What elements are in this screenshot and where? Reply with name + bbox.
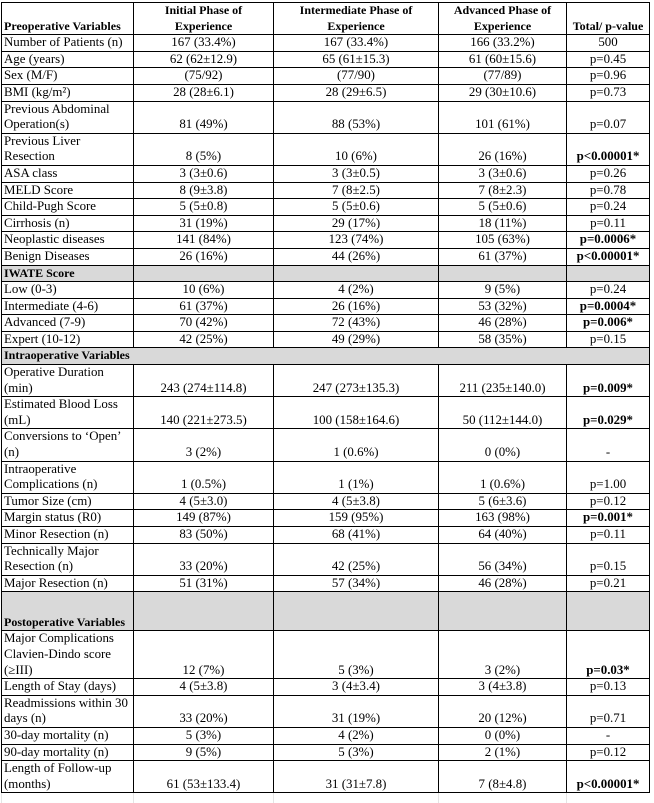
intermediate-phase-value: 31 (19%) [274, 695, 439, 727]
initial-phase-value: 3 (2%) [134, 429, 274, 461]
table-row [2, 761, 650, 793]
row-label: Major Resection (n) [2, 575, 134, 592]
p-value: 500 [567, 35, 650, 52]
intermediate-phase-value: 57 (34%) [274, 575, 439, 592]
advanced-phase-value: 0 (0%) [439, 429, 567, 461]
intermediate-phase-value: 5 (3%) [274, 631, 439, 679]
advanced-phase-value: 0 (0%) [439, 727, 567, 744]
table-row [2, 397, 650, 429]
row-label: Length of Stay (days) [2, 679, 134, 696]
p-value-significant: p<0.00001* [567, 761, 650, 793]
advanced-phase-value: 58 (35%) [439, 331, 567, 348]
row-label: Expert (10-12) [2, 331, 134, 348]
table-row [2, 248, 650, 265]
row-label: Operative Duration (min) [2, 365, 134, 397]
p-value: p=0.73 [567, 84, 650, 101]
p-value-significant: p<0.00001* [567, 248, 650, 265]
advanced-phase-value: 2 (1%) [439, 744, 567, 761]
table-row [2, 133, 650, 165]
initial-phase-value: 8 (9±3.8) [134, 182, 274, 199]
p-value-significant: p=0.029* [567, 397, 650, 429]
initial-phase-value: 9 (5%) [134, 744, 274, 761]
section-empty-cell-advanced [439, 592, 567, 631]
row-label: Child-Pugh Score [2, 199, 134, 216]
row-label: MELD Score [2, 182, 134, 199]
initial-phase-value: 31 (19%) [134, 215, 274, 232]
table-row [2, 101, 650, 133]
intermediate-phase-value: 167 (33.4%) [274, 35, 439, 52]
advanced-phase-value: 53 (32%) [439, 298, 567, 315]
intermediate-phase-value: 3 (4±3.4) [274, 679, 439, 696]
row-label: Estimated Blood Loss (mL) [2, 397, 134, 429]
intermediate-phase-value: 29 (17%) [274, 215, 439, 232]
row-label: Benign Diseases [2, 248, 134, 265]
initial-phase-value: 4 (5±3.0) [134, 493, 274, 510]
initial-phase-value: 12 (7%) [134, 631, 274, 679]
section-iwate-score [2, 265, 650, 282]
p-value: - [567, 429, 650, 461]
table-row [2, 51, 650, 68]
advanced-phase-value: (77/89) [439, 68, 567, 85]
row-label: 30-day mortality (n) [2, 727, 134, 744]
table-row [2, 429, 650, 461]
row-label: Conversions to ‘Open’ (n) [2, 429, 134, 461]
row-label: Major Complications Clavien-Dindo score (≥III) [2, 631, 134, 679]
p-value-significant: p<0.00001* [567, 133, 650, 165]
section-empty-cell-initial [134, 592, 274, 631]
table-row [2, 695, 650, 727]
intermediate-phase-value: 44 (26%) [274, 248, 439, 265]
p-value: p=0.45 [567, 51, 650, 68]
row-label: Technically Major Resection (n) [2, 543, 134, 575]
advanced-phase-value: 50 (112±144.0) [439, 397, 567, 429]
table-row [2, 727, 650, 744]
section-header-label: Intraoperative Variables [2, 348, 650, 365]
intermediate-phase-value: 65 (61±15.3) [274, 51, 439, 68]
initial-phase-value: 28 (28±6.1) [134, 84, 274, 101]
row-label: Intermediate (4-6) [2, 298, 134, 315]
table-row [2, 232, 650, 249]
section-empty-cell-initial [134, 265, 274, 282]
header-row [2, 3, 650, 35]
section-empty-cell-p-value [567, 265, 650, 282]
section-header-label: Postoperative Variables [2, 592, 134, 631]
p-value: p=0.11 [567, 215, 650, 232]
intermediate-phase-value: 49 (29%) [274, 331, 439, 348]
table-row [2, 744, 650, 761]
advanced-phase-value: 18 (11%) [439, 215, 567, 232]
row-label: Number of Patients (n) [2, 35, 134, 52]
column-header-initial-phase: Initial Phase of Experience [134, 3, 274, 35]
p-value: p=0.13 [567, 679, 650, 696]
intermediate-phase-value: 88 (53%) [274, 101, 439, 133]
intermediate-phase-value: 31 (31±7.8) [274, 761, 439, 793]
intermediate-phase-value: 247 (273±135.3) [274, 365, 439, 397]
p-value-significant: p=0.0004* [567, 298, 650, 315]
column-header-total-p-value: Total/ p-value [567, 3, 650, 35]
table-row [2, 461, 650, 493]
p-value: p=0.78 [567, 182, 650, 199]
initial-phase-value: 1 (0.5%) [134, 461, 274, 493]
p-value-significant: p=0.03* [567, 631, 650, 679]
advanced-phase-value: 101 (61%) [439, 101, 567, 133]
initial-phase-value: 42 (25%) [134, 331, 274, 348]
column-header-intermediate-phase: Intermediate Phase of Experience [274, 3, 439, 35]
advanced-phase-value: 61 (60±15.6) [439, 51, 567, 68]
initial-phase-value: 51 (31%) [134, 575, 274, 592]
column-header-advanced-phase: Advanced Phase of Experience [439, 3, 567, 35]
advanced-phase-value: 9 (5%) [439, 282, 567, 299]
row-label: Advanced (7-9) [2, 315, 134, 332]
table-body [2, 35, 650, 793]
advanced-phase-value: 26 (16%) [439, 133, 567, 165]
intermediate-phase-value: 1 (0.6%) [274, 429, 439, 461]
intermediate-phase-value: 42 (25%) [274, 543, 439, 575]
advanced-phase-value: 5 (5±0.6) [439, 199, 567, 216]
initial-phase-value: 243 (274±114.8) [134, 365, 274, 397]
table-row [2, 331, 650, 348]
table-row [2, 527, 650, 544]
row-label: Length of Follow-up (months) [2, 761, 134, 793]
advanced-phase-value: 105 (63%) [439, 232, 567, 249]
initial-phase-value: 81 (49%) [134, 101, 274, 133]
advanced-phase-value: 7 (8±2.3) [439, 182, 567, 199]
p-value: p=0.15 [567, 331, 650, 348]
initial-phase-value: 70 (42%) [134, 315, 274, 332]
p-value: p=0.24 [567, 282, 650, 299]
row-label: Previous Abdominal Operation(s) [2, 101, 134, 133]
table-row [2, 679, 650, 696]
row-label: Minor Resection (n) [2, 527, 134, 544]
row-label: Readmissions within 30 days (n) [2, 695, 134, 727]
initial-phase-value: 61 (53±133.4) [134, 761, 274, 793]
advanced-phase-value: 64 (40%) [439, 527, 567, 544]
intermediate-phase-value: 159 (95%) [274, 510, 439, 527]
initial-phase-value: 8 (5%) [134, 133, 274, 165]
intermediate-phase-value: 68 (41%) [274, 527, 439, 544]
advanced-phase-value: 163 (98%) [439, 510, 567, 527]
intermediate-phase-value: 4 (2%) [274, 727, 439, 744]
sheet-gridlines [1, 793, 649, 803]
intermediate-phase-value: 123 (74%) [274, 232, 439, 249]
row-label: Low (0-3) [2, 282, 134, 299]
p-value: - [567, 727, 650, 744]
row-label: Neoplastic diseases [2, 232, 134, 249]
initial-phase-value: 140 (221±273.5) [134, 397, 274, 429]
intermediate-phase-value: 72 (43%) [274, 315, 439, 332]
advanced-phase-value: 20 (12%) [439, 695, 567, 727]
outcomes-table [1, 2, 650, 793]
section-header-label: IWATE Score [2, 265, 134, 282]
row-label: BMI (kg/m²) [2, 84, 134, 101]
p-value-significant: p=0.006* [567, 315, 650, 332]
row-label: ASA class [2, 165, 134, 182]
initial-phase-value: 62 (62±12.9) [134, 51, 274, 68]
column-header-variables: Preoperative Variables [2, 3, 134, 35]
intermediate-phase-value: 26 (16%) [274, 298, 439, 315]
row-label: Age (years) [2, 51, 134, 68]
initial-phase-value: 4 (5±3.8) [134, 679, 274, 696]
p-value: p=0.96 [567, 68, 650, 85]
initial-phase-value: 5 (3%) [134, 727, 274, 744]
intermediate-phase-value: 4 (5±3.8) [274, 493, 439, 510]
row-label: Sex (M/F) [2, 68, 134, 85]
initial-phase-value: 26 (16%) [134, 248, 274, 265]
table-row [2, 510, 650, 527]
section-empty-cell-advanced [439, 265, 567, 282]
initial-phase-value: 141 (84%) [134, 232, 274, 249]
table-row [2, 315, 650, 332]
advanced-phase-value: 1 (0.6%) [439, 461, 567, 493]
row-label: Cirrhosis (n) [2, 215, 134, 232]
row-label: Tumor Size (cm) [2, 493, 134, 510]
initial-phase-value: 149 (87%) [134, 510, 274, 527]
table-row [2, 493, 650, 510]
row-label: Previous Liver Resection [2, 133, 134, 165]
advanced-phase-value: 3 (4±3.8) [439, 679, 567, 696]
row-label: Intraoperative Complications (n) [2, 461, 134, 493]
initial-phase-value: 33 (20%) [134, 543, 274, 575]
advanced-phase-value: 211 (235±140.0) [439, 365, 567, 397]
intermediate-phase-value: 1 (1%) [274, 461, 439, 493]
initial-phase-value: 61 (37%) [134, 298, 274, 315]
section-empty-cell-p-value [567, 592, 650, 631]
advanced-phase-value: 61 (37%) [439, 248, 567, 265]
table-row [2, 199, 650, 216]
intermediate-phase-value: 28 (29±6.5) [274, 84, 439, 101]
table-row [2, 365, 650, 397]
p-value: p=0.11 [567, 527, 650, 544]
table-row [2, 84, 650, 101]
intermediate-phase-value: 7 (8±2.5) [274, 182, 439, 199]
intermediate-phase-value: 10 (6%) [274, 133, 439, 165]
intermediate-phase-value: 5 (5±0.6) [274, 199, 439, 216]
initial-phase-value: 5 (5±0.8) [134, 199, 274, 216]
p-value-significant: p=0.009* [567, 365, 650, 397]
intermediate-phase-value: 100 (158±164.6) [274, 397, 439, 429]
initial-phase-value: 3 (3±0.6) [134, 165, 274, 182]
initial-phase-value: (75/92) [134, 68, 274, 85]
advanced-phase-value: 7 (8±4.8) [439, 761, 567, 793]
table-row [2, 282, 650, 299]
p-value: p=0.12 [567, 493, 650, 510]
row-label: Margin status (R0) [2, 510, 134, 527]
initial-phase-value: 10 (6%) [134, 282, 274, 299]
intermediate-phase-value: 3 (3±0.5) [274, 165, 439, 182]
initial-phase-value: 83 (50%) [134, 527, 274, 544]
row-label: 90-day mortality (n) [2, 744, 134, 761]
advanced-phase-value: 46 (28%) [439, 575, 567, 592]
intermediate-phase-value: (77/90) [274, 68, 439, 85]
p-value: p=0.12 [567, 744, 650, 761]
advanced-phase-value: 3 (3±0.6) [439, 165, 567, 182]
table-row [2, 215, 650, 232]
p-value: p=0.15 [567, 543, 650, 575]
p-value: p=0.07 [567, 101, 650, 133]
p-value: p=0.21 [567, 575, 650, 592]
section-empty-cell-intermediate [274, 592, 439, 631]
table-row [2, 35, 650, 52]
p-value-significant: p=0.001* [567, 510, 650, 527]
table-row [2, 165, 650, 182]
advanced-phase-value: 56 (34%) [439, 543, 567, 575]
advanced-phase-value: 46 (28%) [439, 315, 567, 332]
advanced-phase-value: 3 (2%) [439, 631, 567, 679]
advanced-phase-value: 29 (30±10.6) [439, 84, 567, 101]
advanced-phase-value: 5 (6±3.6) [439, 493, 567, 510]
initial-phase-value: 167 (33.4%) [134, 35, 274, 52]
p-value: p=0.71 [567, 695, 650, 727]
table-row [2, 575, 650, 592]
p-value: p=1.00 [567, 461, 650, 493]
table-row [2, 68, 650, 85]
p-value-significant: p=0.0006* [567, 232, 650, 249]
section-postoperative-variables [2, 592, 650, 631]
table-row [2, 298, 650, 315]
section-empty-cell-intermediate [274, 265, 439, 282]
intermediate-phase-value: 4 (2%) [274, 282, 439, 299]
section-intraoperative-variables [2, 348, 650, 365]
p-value: p=0.26 [567, 165, 650, 182]
p-value: p=0.24 [567, 199, 650, 216]
advanced-phase-value: 166 (33.2%) [439, 35, 567, 52]
table-row [2, 631, 650, 679]
table-row [2, 543, 650, 575]
initial-phase-value: 33 (20%) [134, 695, 274, 727]
table-row [2, 182, 650, 199]
intermediate-phase-value: 5 (3%) [274, 744, 439, 761]
